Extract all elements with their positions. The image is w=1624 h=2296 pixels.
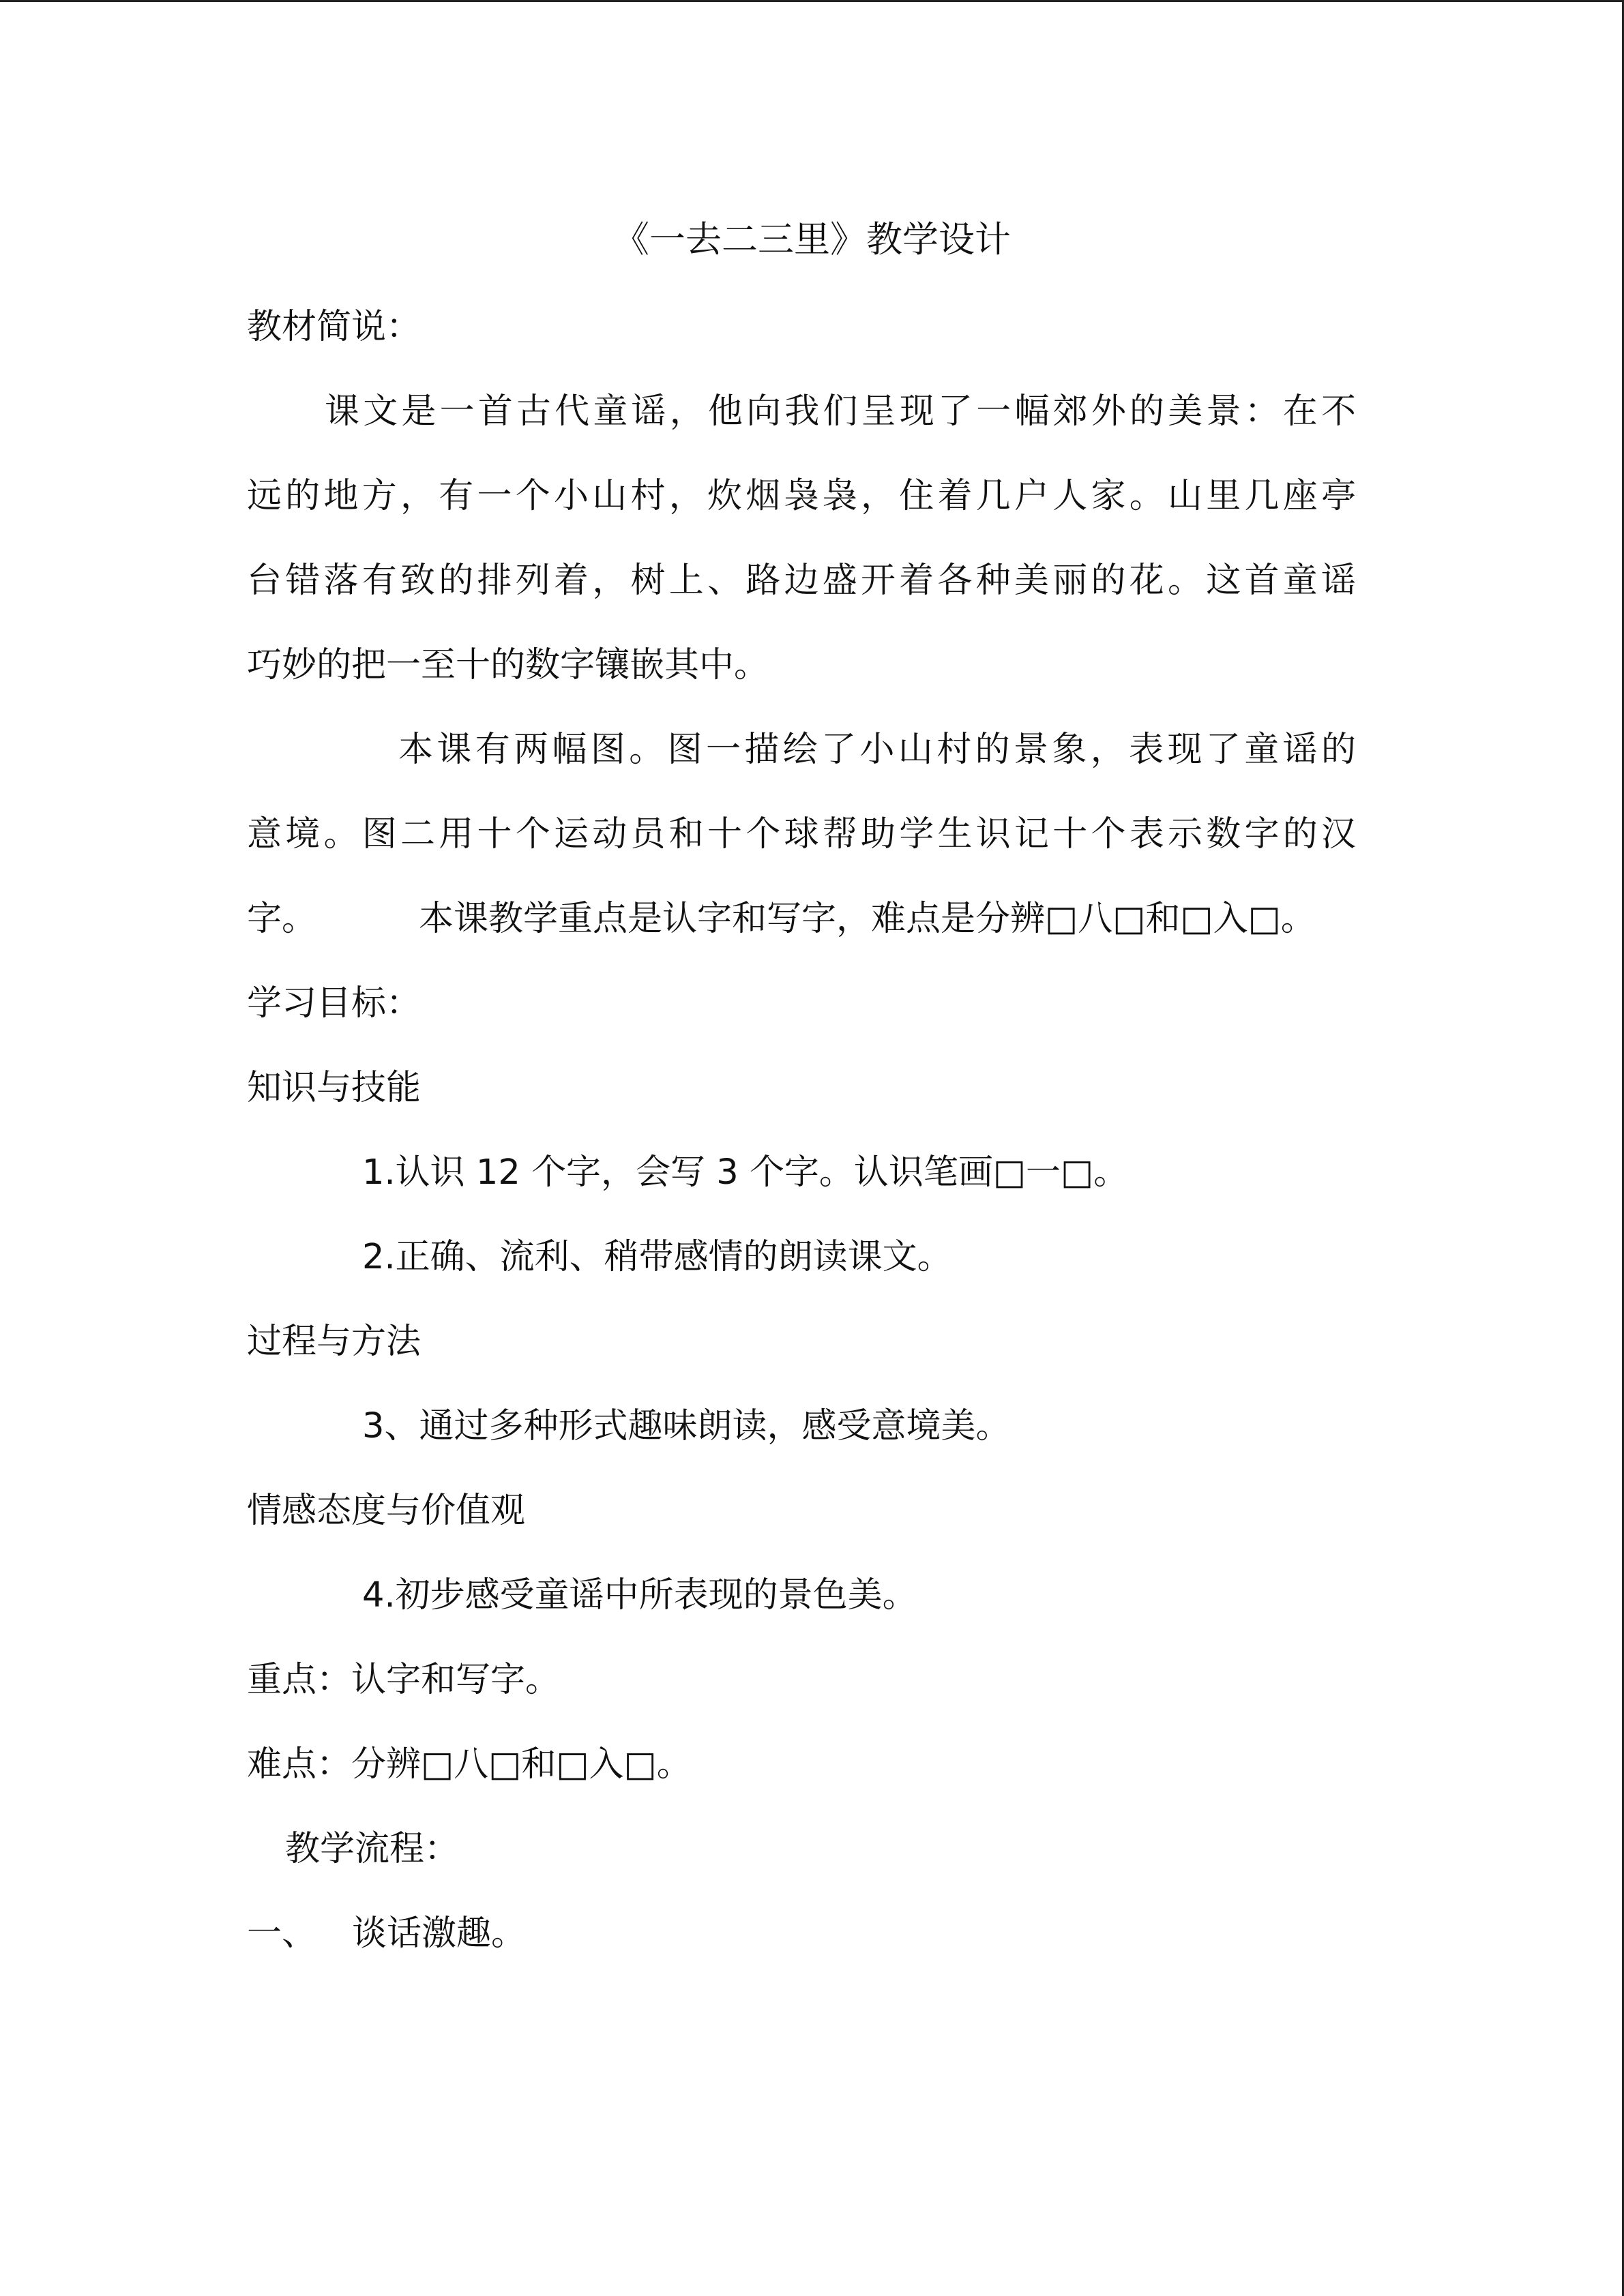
difficulty-point: 难点：分辨□八□和□入□。	[247, 1744, 692, 1785]
materials-paragraph-2-line-1: 本课有两幅图。图一描绘了小山村的景象，表现了童谣的	[398, 730, 1356, 770]
goal-item-2: 2.正确、流利、稍带感情的朗读课文。	[362, 1237, 952, 1277]
flow-step-1-text: 谈话激趣。	[352, 1913, 527, 1954]
emotion-heading: 情感态度与价值观	[247, 1491, 526, 1531]
materials-paragraph-1-line-2: 远的地方，有一个小山村，炊烟袅袅，住着几户人家。山里几座亭	[247, 476, 1356, 516]
materials-paragraph-1-line-1: 课文是一首古代童谣，他向我们呈现了一幅郊外的美景：在不	[325, 391, 1356, 432]
materials-heading: 教材简说：	[247, 307, 422, 347]
process-heading: 过程与方法	[247, 1322, 422, 1362]
goals-heading: 学习目标：	[247, 983, 422, 1024]
key-point: 重点：认字和写字。	[247, 1660, 561, 1700]
materials-paragraph-1-line-3: 台错落有致的排列着，树上、路边盛开着各种美丽的花。这首童谣	[247, 561, 1356, 601]
materials-paragraph-2-line-3	[247, 898, 1316, 940]
knowledge-heading: 知识与技能	[247, 1068, 422, 1108]
goal-item-4: 4.初步感受童谣中所表现的景色美。	[362, 1575, 917, 1615]
materials-paragraph-2-line-2: 意境。图二用十个运动员和十个球帮助学生识记十个表示数字的汉	[247, 814, 1356, 854]
flow-heading: 教学流程：	[285, 1829, 460, 1869]
materials-paragraph-2-line-3-part-b: 本课教学重点是认字和写字，难点是分辨□八□和□入□。	[419, 899, 1316, 939]
materials-paragraph-2-line-3-part-a: 字。	[247, 899, 317, 939]
flow-step-1	[247, 1913, 526, 1955]
document-title: 《一去二三里》教学设计	[613, 219, 1011, 260]
materials-paragraph-1-line-4: 巧妙的把一至十的数字镶嵌其中。	[247, 645, 769, 685]
flow-step-1-number: 一、	[247, 1913, 317, 1954]
goal-item-1: 1.认识 12 个字，会写 3 个字。认识笔画□一□。	[362, 1152, 1129, 1193]
goal-item-3: 3、通过多种形式趣味朗读，感受意境美。	[362, 1406, 1011, 1446]
